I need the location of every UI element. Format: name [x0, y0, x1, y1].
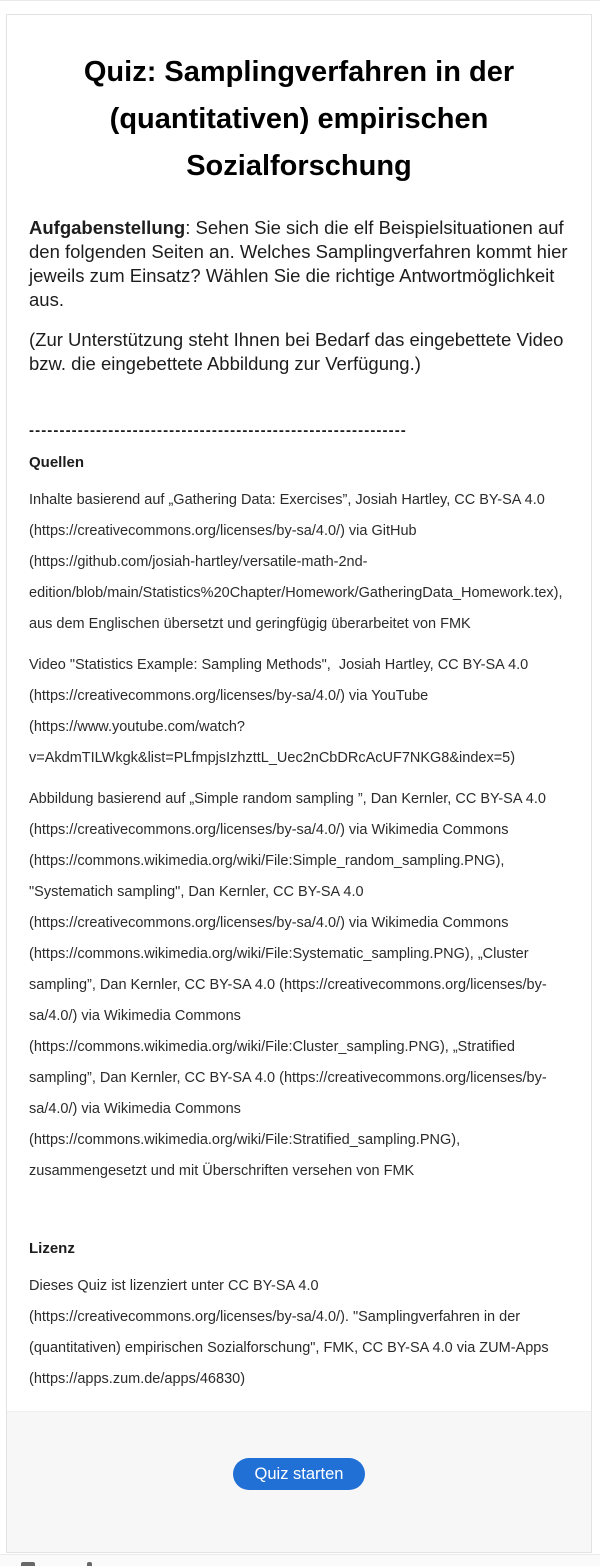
- footer-partial-icon-2[interactable]: [87, 1562, 92, 1566]
- quiz-intro-content: [7, 15, 591, 1411]
- task-paragraph: [29, 216, 569, 312]
- quiz-intro-card: [6, 14, 592, 1553]
- source-item-github: Inhalte basierend auf „Gathering Data: Exercises”, Josiah Hartley, CC BY-SA 4.0 (https://creativecommons.org/licenses/by-sa/4.0/) via GitHub (https://github.com/josiah-hartley/versatile-math-2nd-edition/blob/main/Statistics%20Chapter/Homework/GatheringData_Homework.tex), aus dem Englischen übersetzt und geringfügig überarbeitet von FMK: [29, 492, 567, 632]
- note-paragraph: (Zur Unterstützung steht Ihnen bei Bedarf das eingebettete Video bzw. die eingebettete Abbildung zur Verfügung.): [29, 329, 564, 374]
- sources-heading: Quellen: [29, 454, 85, 471]
- source-item-youtube: Video "Statistics Example: Sampling Methods", Josiah Hartley, CC BY-SA 4.0 (https://creativecommons.org/licenses/by-sa/4.0/) via YouTube (https://www.youtube.com/watch?v=AkdmTILWkgk&list=PLfmpjsIzhzttL_Uec2nCbDRcAcUF7NKG8&index=5): [29, 657, 533, 766]
- license-heading: Lizenz: [29, 1240, 75, 1257]
- source-item-wikimedia: Abbildung basierend auf „Simple random sampling ”, Dan Kernler, CC BY-SA 4.0 (https://creativecommons.org/licenses/by-sa/4.0/) via Wikimedia Commons (https://commons.wikimedia.org/wiki/File:Simple_random_sampling.PNG), "Systematich sampling", Dan Kernler, CC BY-SA 4.0 (https://creativecommons.org/licenses/by-sa/4.0/) via Wikimedia Commons (https://commons.wikimedia.org/wiki/File:Systematic_sampling.PNG), „Cluster sampling”, Dan Kernler, CC BY-SA 4.0 (https://creativecommons.org/licenses/by-sa/4.0/) via Wikimedia Commons (https://commons.wikimedia.org/wiki/File:Cluster_sampling.PNG), „Stratified sampling”, Dan Kernler, CC BY-SA 4.0 (https://creativecommons.org/licenses/by-sa/4.0/) via Wikimedia Commons (https://commons.wikimedia.org/wiki/File:Stratified_sampling.PNG), zusammengesetzt und mit Überschriften versehen von FMK: [29, 791, 550, 1179]
- quiz-title: Quiz: Samplingverfahren in der (quantitativen) empirischen Sozialforschung: [83, 56, 515, 182]
- license-text: Dieses Quiz ist lizenziert unter CC BY-SA 4.0 (https://creativecommons.org/licenses/by-sa/4.0/). "Samplingverfahren in der (quantitativen) empirischen Sozialforschung", FMK, CC BY-SA 4.0 via ZUM-Apps (https://apps.zum.de/apps/46830): [29, 1278, 553, 1387]
- task-text: : Sehen Sie sich die elf Beispielsituationen auf den folgenden Seiten an. Welches Samplingverfahren kommt hier jeweils zum Einsatz? Wählen Sie die richtige Antwortmöglichkeit aus.: [29, 217, 568, 310]
- footer-partial-icon-1[interactable]: [21, 1562, 35, 1566]
- dash-divider: --------------------------------------------------------------: [29, 422, 407, 439]
- h5p-bottom-bar: [0, 1554, 600, 1566]
- start-footer-band: [7, 1411, 591, 1552]
- quiz-start-button[interactable]: Quiz starten: [233, 1458, 366, 1490]
- task-label: Aufgabenstellung: [29, 217, 186, 238]
- top-divider-line: [0, 0, 600, 1]
